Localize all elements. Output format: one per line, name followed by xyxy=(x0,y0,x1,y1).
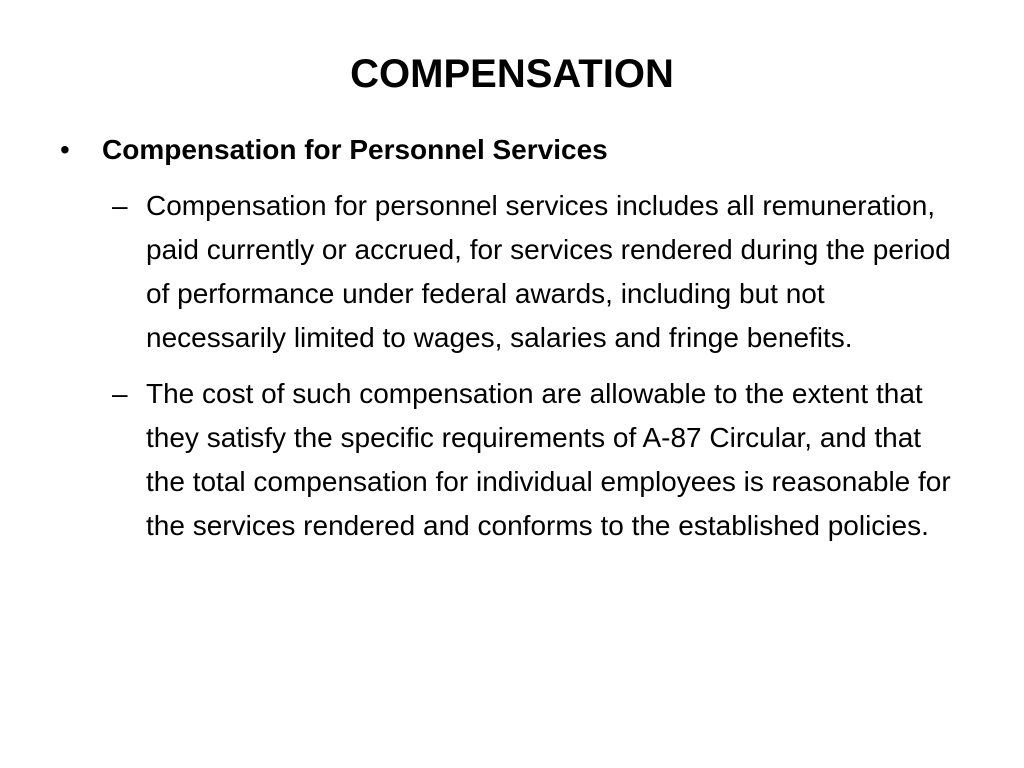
bullet-marker: • xyxy=(60,134,70,165)
dash-marker: – xyxy=(112,378,128,409)
bullet-heading: Compensation for Personnel Services xyxy=(102,134,608,165)
sub-bullet-list xyxy=(112,184,968,560)
sub-bullet-item xyxy=(112,372,968,548)
bullet-item xyxy=(60,128,960,172)
sub-bullet-item xyxy=(112,184,968,360)
sub-bullet-text: Compensation for personnel services includes all remuneration, paid currently or accrued, for services rendered during the period of performance under federal awards, including but not necessarily limited to wages, salaries and fringe benefits. xyxy=(146,190,951,353)
sub-bullet-text: The cost of such compensation are allowable to the extent that they satisfy the specific requirements of A-87 Circular, and that the total compensation for individual employees is reasonable for the services rendered and conforms to the established policies. xyxy=(146,378,951,541)
dash-marker: – xyxy=(112,190,128,221)
slide-title: COMPENSATION xyxy=(350,52,674,96)
